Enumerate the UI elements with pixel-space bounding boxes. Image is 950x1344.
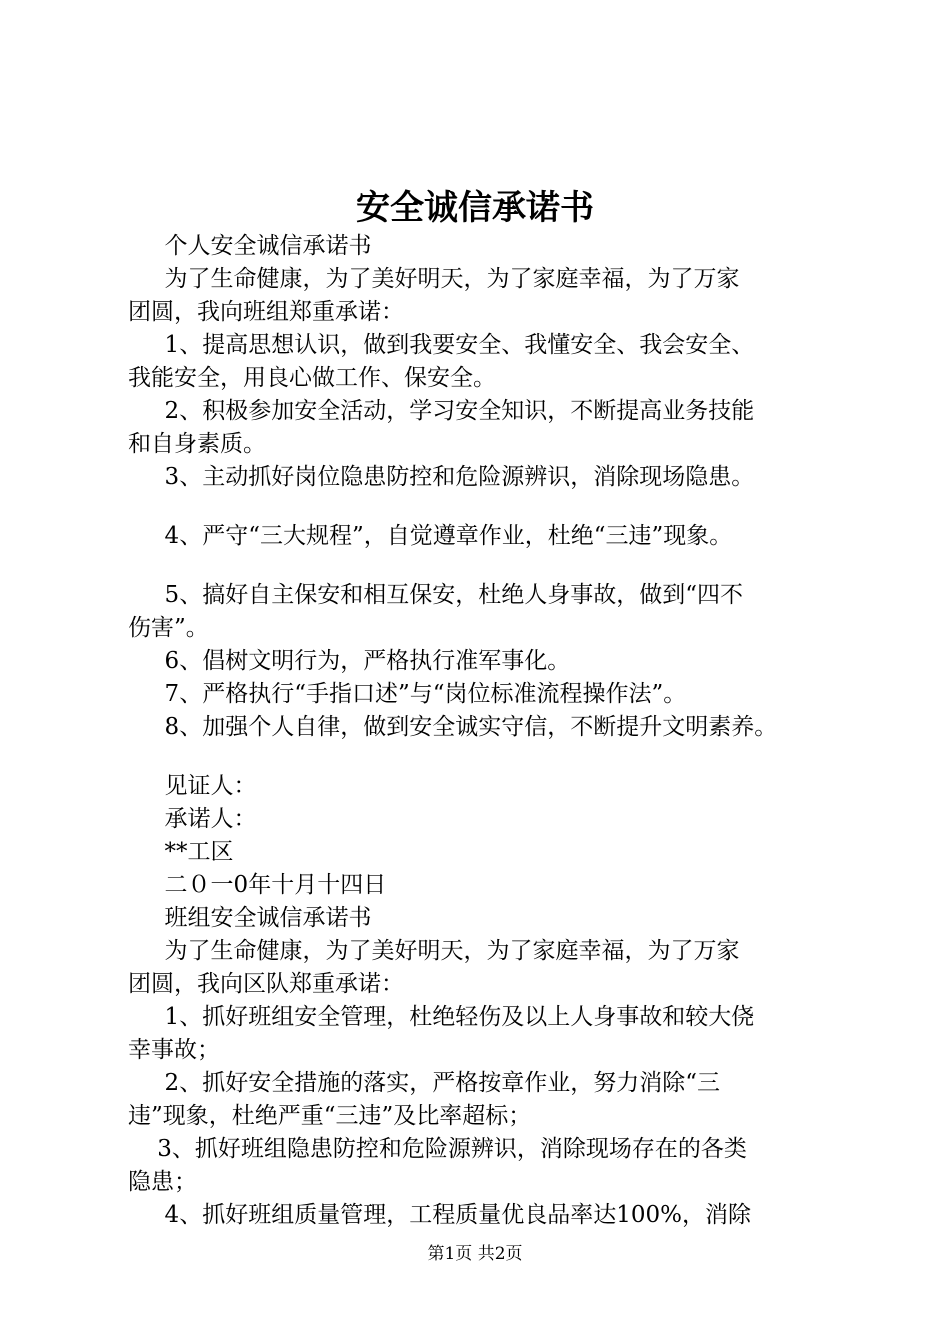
text-line: 个人安全诚信承诺书 (128, 233, 372, 259)
text-line: 3、抓好班组隐患防控和危险源辨识，消除现场存在的各类 (128, 1136, 747, 1162)
document-title: 安全诚信承诺书 (356, 188, 594, 228)
text-line: 1、抓好班组安全管理，杜绝轻伤及以上人身事故和较大侥 (128, 1004, 755, 1030)
text-line: **工区 (128, 839, 234, 865)
text-line: 见证人： (128, 773, 257, 799)
text-line: 6、倡树文明行为，严格执行准军事化。 (128, 648, 571, 674)
text-line: 4、严守“三大规程”，自觉遵章作业，杜绝“三违”现象。 (128, 523, 733, 549)
text-line: 承诺人： (128, 806, 257, 832)
text-line: 我能安全，用良心做工作、保安全。 (128, 365, 496, 391)
text-line: 违”现象，杜绝严重“三违”及比率超标； (128, 1103, 532, 1129)
text-line: 伤害”。 (128, 615, 209, 641)
text-line: 为了生命健康，为了美好明天，为了家庭幸福，为了万家 (128, 266, 740, 292)
text-line: 班组安全诚信承诺书 (128, 905, 372, 931)
text-line: 为了生命健康，为了美好明天，为了家庭幸福，为了万家 (128, 938, 740, 964)
text-line: 7、严格执行“手指口述”与“岗位标准流程操作法”。 (128, 681, 687, 707)
text-line: 二０一0年十月十四日 (128, 872, 387, 898)
document-body (128, 230, 848, 1232)
text-line: 团圆，我向班组郑重承诺： (128, 299, 404, 325)
text-line: 和自身素质。 (128, 431, 266, 457)
blank-line (128, 744, 848, 770)
page-number: 第1页 共2页 (427, 1244, 523, 1264)
text-line: 隐患； (128, 1169, 197, 1195)
text-line: 团圆，我向区队郑重承诺： (128, 971, 404, 997)
text-line: 2、积极参加安全活动，学习安全知识，不断提高业务技能 (128, 398, 755, 424)
text-line: 8、加强个人自律，做到安全诚实守信，不断提升文明素养。 (128, 714, 778, 740)
text-line: 5、搞好自主保安和相互保安，杜绝人身事故，做到“四不 (128, 582, 743, 608)
text-line: 1、提高思想认识，做到我要安全、我懂安全、我会安全、 (128, 332, 755, 358)
text-line: 3、主动抓好岗位隐患防控和危险源辨识，消除现场隐患。 (128, 464, 755, 490)
blank-line (128, 553, 848, 579)
text-line: 4、抓好班组质量管理，工程质量优良品率达100%，消除 (128, 1202, 751, 1228)
text-line: 幸事故； (128, 1037, 220, 1063)
blank-line (128, 494, 848, 520)
text-line: 2、抓好安全措施的落实，严格按章作业，努力消除“三 (128, 1070, 720, 1096)
